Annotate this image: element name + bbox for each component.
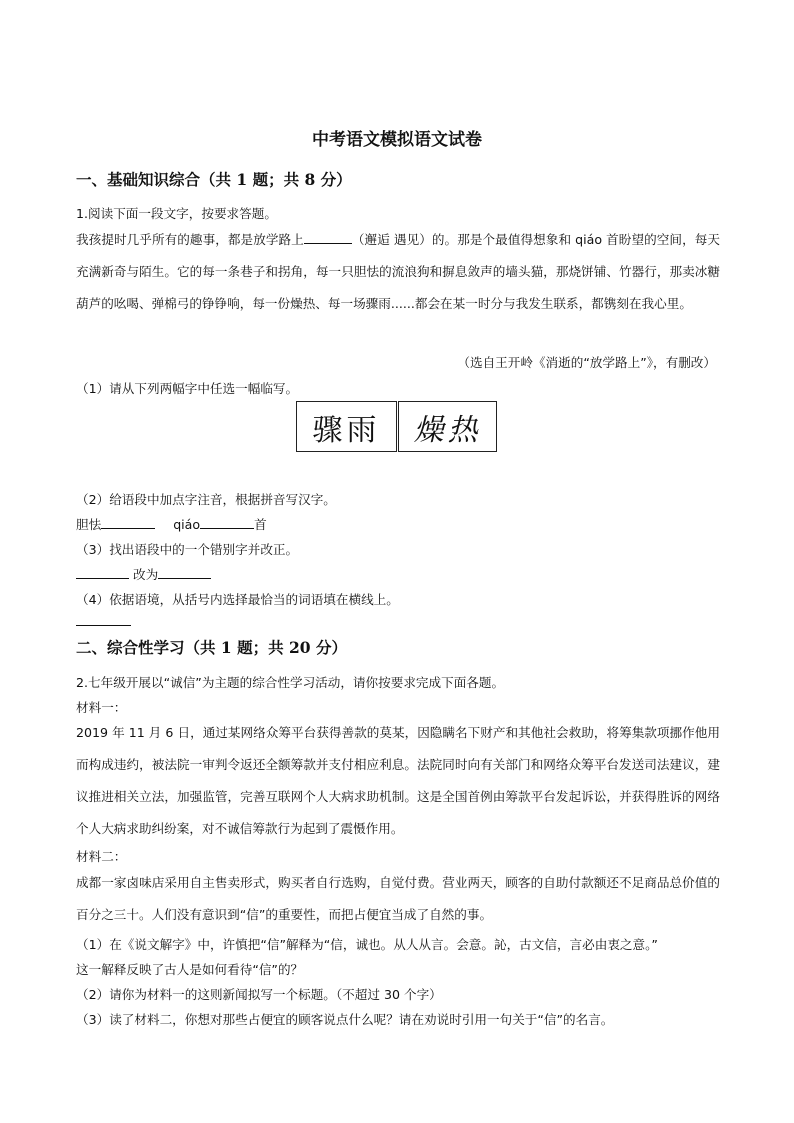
fill-row — [76, 514, 267, 533]
q2-sub3: （3）读了材料二，你想对那些占便宜的顾客说点什么呢？请在劝说时引用一句关于“信”的名言。 — [76, 1012, 614, 1027]
q1-passage — [76, 224, 720, 320]
material2-text: 成都一家卤味店采用自主售卖形式，购买者自行选购，自觉付费。营业两天，顾客的自助付款额还不足商品总价值的百分之三十。人们没有意识到“信”的重要性，而把占便宜当成了自然的事。 — [76, 875, 720, 922]
fill-b-blank[interactable] — [200, 516, 254, 529]
calligraphy-box-2: 燥热 — [398, 401, 497, 452]
q2-sub1-line1: （1）在《说文解字》中，许慎把“信”解释为“信，诚也。从人从言。会意。訫，古文信，言必由衷之意。” — [76, 937, 658, 952]
passage-part1: 我孩提时几乎所有的趣事，都是放学路上 — [76, 232, 304, 247]
q2-intro: 2.七年级开展以“诚信”为主题的综合性学习活动，请你按要求完成下面各题。 — [76, 675, 505, 690]
section1-heading: 一、基础知识综合（共 1 题；共 8 分） — [76, 170, 352, 189]
calligraphy-box-1: 骤雨 — [296, 401, 397, 452]
answer-blank-line[interactable] — [76, 625, 131, 626]
passage-options: （邂逅 遇见） — [351, 232, 432, 247]
passage-part2: 的。那是个最值得想象和 qiáo 首盼望的空间，每天充满新奇与陌生。它的每一条巷子和拐角，每一只胆怯的流浪狗和摒息敛声的墙头猫，那烧饼铺、竹器行，那卖冰糖葫芦的吆喝、弹棉弓的铮铮响，每一份燥热、每一场骤雨......都会在某一时分与我发生联系，都镌刻在我心里。 — [76, 232, 720, 311]
passage-source: （选自王开岭《消逝的“放学路上”》，有删改） — [457, 355, 716, 370]
q1-sub3: （3）找出语段中的一个错别字并改正。 — [76, 542, 299, 557]
q1-intro: 1.阅读下面一段文字，按要求答题。 — [76, 206, 277, 221]
material1-label: 材料一： — [76, 700, 127, 715]
fix-wrong-blank[interactable] — [76, 566, 129, 579]
q2-sub2: （2）请你为材料一的这则新闻拟写一个标题。（不超过 30 个字） — [76, 987, 442, 1002]
fix-row — [76, 564, 211, 583]
fill-b-label: qiáo — [173, 517, 201, 532]
q1-sub4: （4）依据语境，从括号内选择最恰当的词语填在横线上。 — [76, 592, 399, 607]
q1-sub2: （2）给语段中加点字注音，根据拼音写汉字。 — [76, 492, 336, 507]
fix-correct-blank[interactable] — [158, 566, 211, 579]
q1-sub1: （1）请从下列两幅字中任选一幅临写。 — [76, 381, 299, 396]
fill-b-suffix: 首 — [254, 517, 267, 532]
material1-text: 2019 年 11 月 6 日，通过某网络众筹平台获得善款的莫某，因隐瞒名下财产和其他社会救助，将筹集款项挪作他用而构成违约，被法院一审判令返还全额筹款并支付相应利息。法院同时向有关部门和网络众筹平台发送司法建议，建议推进相关立法，加强监管，完善互联网个人大病求助机制。这是全国首例由筹款平台发起诉讼，并获得胜诉的网络个人大病求助纠纷案，对不诚信筹款行为起到了震慑作用。 — [76, 725, 720, 836]
fix-label: 改为 — [133, 567, 159, 582]
page-title: 中考语文模拟语文试卷 — [312, 130, 482, 150]
fill-a-label: 胆怯 — [76, 517, 102, 532]
passage-blank[interactable] — [304, 231, 352, 244]
section2-heading: 二、综合性学习（共 1 题；共 20 分） — [76, 638, 347, 657]
q2-sub1-line2: 这一解释反映了古人是如何看待“信”的？ — [76, 962, 304, 977]
fill-a-blank[interactable] — [101, 516, 155, 529]
material2-label: 材料二： — [76, 849, 127, 864]
